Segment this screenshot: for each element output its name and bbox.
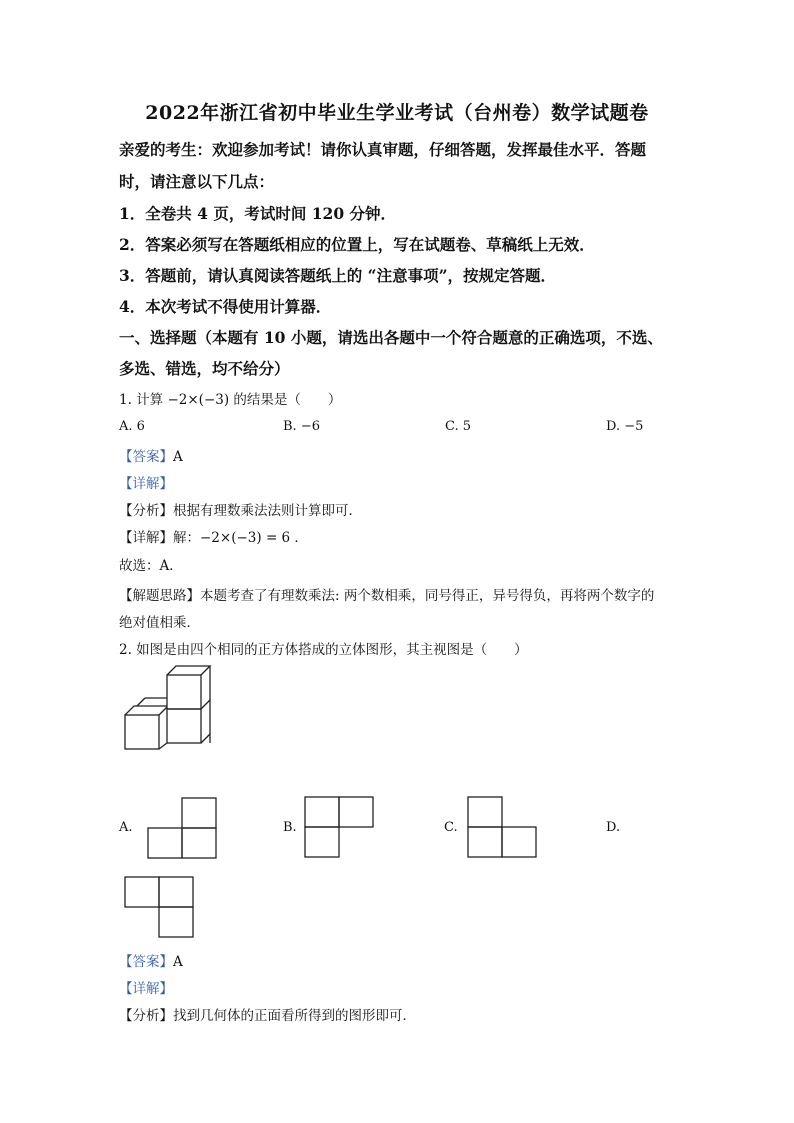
q1-option-a: A. 6 xyxy=(119,419,145,434)
analysis-tag: 【分析】 xyxy=(119,503,173,519)
rule-3: 3．答题前，请认真阅读答题纸上的 “注意事项”，按规定答题． xyxy=(119,266,557,285)
q1-answer-line xyxy=(119,445,183,465)
analysis-text: 找到几何体的正面看所得到的图形即可． xyxy=(173,1008,416,1024)
q2-option-a-label: A. xyxy=(119,820,133,835)
q2-option-c-label: C. xyxy=(444,820,458,835)
q1-detail2-line xyxy=(119,526,308,546)
detail-tag: 【详解】 xyxy=(119,476,173,492)
detail2-tag: 【详解】 xyxy=(119,530,173,546)
answer-value: A xyxy=(173,449,183,465)
rule-4: 4．本次考试不得使用计算器． xyxy=(119,297,332,316)
thought-text-1: 本题考查了有理数乘法: 两个数相乘，同号得正，异号得负，再将两个数字的 xyxy=(200,588,655,604)
intro-line-1: 亲爱的考生：欢迎参加考试！请你认真审题，仔细答题，发挥最佳水平．答题 xyxy=(119,140,647,159)
q1-thought-line-2: 绝对值相乘． xyxy=(119,615,200,631)
q2-option-a-figure xyxy=(148,797,218,859)
q2-answer-line xyxy=(119,950,183,970)
q2-option-b-figure xyxy=(305,796,375,858)
q1-stem: 1. 计算 −2×(−3) 的结果是（ ） xyxy=(119,392,342,408)
answer-tag: 【答案】 xyxy=(119,954,173,970)
thought-tag: 【解题思路】 xyxy=(119,588,200,604)
q2-stem: 2. 如图是由四个相同的正方体搭成的立体图形，其主视图是（ ） xyxy=(119,642,528,658)
q1-analysis-line xyxy=(119,499,362,519)
section-heading-2: 多选、错选，均不给分） xyxy=(119,359,290,378)
q2-option-c-figure xyxy=(468,796,538,858)
page-title: 2022年浙江省初中毕业生学业考试（台州卷）数学试题卷 xyxy=(145,102,649,124)
section-heading-1: 一、选择题（本题有 10 小题，请选出各题中一个符合题意的正确选项，不选、 xyxy=(119,328,663,347)
detail2-text: 解：−2×(−3) = 6 ． xyxy=(173,530,308,546)
cube-stack-figure xyxy=(122,664,214,754)
q1-thought-line-1 xyxy=(119,584,654,604)
answer-value: A xyxy=(173,954,183,970)
intro-line-2: 时，请注意以下几点： xyxy=(119,172,275,191)
q1-option-c: C. 5 xyxy=(445,419,472,434)
q2-analysis-line xyxy=(119,1004,416,1024)
q1-choose: 故选：A． xyxy=(119,558,183,574)
q1-option-b: B. −6 xyxy=(283,419,320,434)
q1-option-d: D. −5 xyxy=(606,419,644,434)
rule-1: 1．全卷共 4 页，考试时间 120 分钟． xyxy=(119,204,397,223)
answer-tag: 【答案】 xyxy=(119,449,173,465)
analysis-text: 根据有理数乘法法则计算即可． xyxy=(173,503,362,519)
q2-option-d-label: D. xyxy=(606,820,621,835)
rule-2: 2．答案必须写在答题纸相应的位置上，写在试题卷、草稿纸上无效． xyxy=(119,235,595,254)
analysis-tag: 【分析】 xyxy=(119,1008,173,1024)
q2-option-b-label: B. xyxy=(283,820,297,835)
q2-option-d-figure xyxy=(125,876,195,938)
detail-tag: 【详解】 xyxy=(119,981,173,997)
